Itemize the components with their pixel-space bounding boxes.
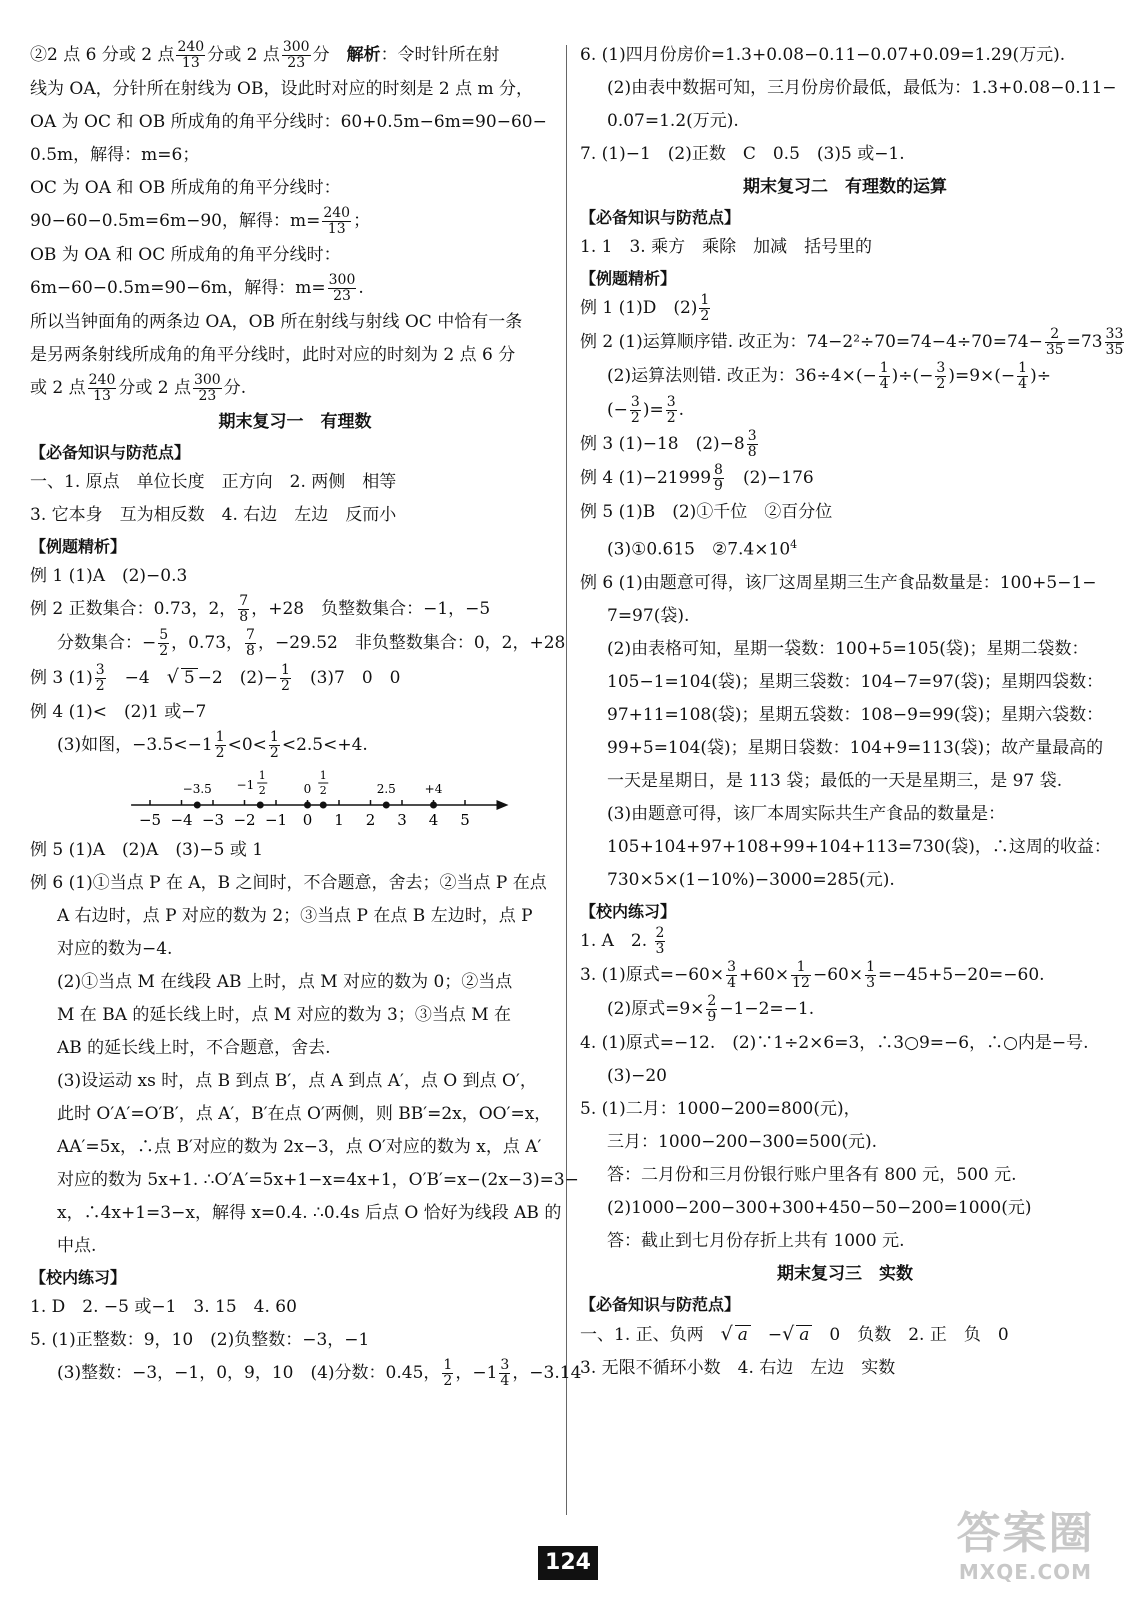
fraction: $\frac{3}{2}$ xyxy=(936,360,946,392)
point-marker xyxy=(257,802,264,809)
section-title: 期末复习二 有理数的运算 xyxy=(743,177,947,197)
tick-label: −2 xyxy=(233,811,256,829)
text-line: ②2 点 6 分或 2 点 $\frac{240}{13}$ 分或 2 点 $\frac{300}{23}$ 分 解析：令时针所在射 xyxy=(30,39,500,71)
text-line: 0.5m，解得：m=6； xyxy=(30,145,200,165)
text-line: A 右边时，点 P 对应的数为 2；③当点 P 在点 B 左边时，点 P xyxy=(57,906,533,926)
text-line: (3)−20 xyxy=(607,1065,667,1086)
text-line: 例 3 (1)−18 (2)−8 $\frac{3}{8}$ xyxy=(580,428,757,460)
section-heading: 【例题精析】 xyxy=(30,537,127,556)
fraction: $\frac{3}{4}$ xyxy=(727,958,736,991)
text-line: (3)设运动 xs 时，点 B 到点 B′，点 A 到点 A′，点 O 到点 O′， xyxy=(57,1071,537,1091)
fraction: $\frac{1}{4}$ xyxy=(1018,360,1028,392)
fraction-numerator: 1 xyxy=(258,769,266,782)
point-label: 0 xyxy=(303,782,312,796)
section-heading: 【必备知识与防范点】 xyxy=(580,208,741,227)
page-number: 124 xyxy=(538,1546,598,1580)
tick-label: 3 xyxy=(397,811,407,829)
section-heading: 【必备知识与防范点】 xyxy=(580,1294,741,1314)
tick-label: 4 xyxy=(428,811,439,829)
fraction: $\frac{2}{3}$ xyxy=(655,924,665,957)
text-line: OB 为 OA 和 OC 所成角的角平分线时： xyxy=(30,245,341,265)
text-line: 所以当钟面角的两条边 OA，OB 所在射线与射线 OC 中恰有一条 xyxy=(30,312,523,332)
text-line: 是另两条射线所成角的角平分线时，此时对应的时刻为 2 点 6 分 xyxy=(30,345,516,365)
text-line: 99+5=104(袋)；星期日袋数：104+9=113(袋)；故产量最高的 xyxy=(607,737,1104,758)
text-line: (2)运算法则错. 改正为：36÷4×(− $\frac{1}{4}$ )÷(− $\frac{3}{2}$ )=9×(− $\frac{1}{4}$ )÷ xyxy=(607,360,1051,392)
fraction: $\frac{240}{13}$ xyxy=(88,372,116,404)
text-line: OC 为 OA 和 OB 所成角的角平分线时： xyxy=(30,178,341,198)
text-line: 例 5 (1)B (2)①千位 ②百分位 xyxy=(580,502,833,522)
text-line: 3. 无限不循环小数 4. 右边 左边 实数 xyxy=(580,1357,896,1378)
section-heading: 【校内练习】 xyxy=(30,1268,127,1287)
fraction: $\frac{1}{2}$ xyxy=(269,729,279,761)
fraction: $\frac{1}{3}$ xyxy=(866,958,875,991)
text-line: 一、1. 原点 单位长度 正方向 2. 两侧 相等 xyxy=(30,472,397,492)
fraction: $\frac{7}{8}$ xyxy=(239,593,249,625)
text-line: (2)由表中数据可知，三月份房价最低，最低为：1.3+0.08−0.11− xyxy=(607,78,1117,98)
text-line: 1. D 2. −5 或−1 3. 15 4. 60 xyxy=(30,1297,297,1317)
text-line: 例 6 (1)由题意可得，该厂这周星期三生产食品数量是：100+5−1− xyxy=(580,572,1097,593)
tick-label: 5 xyxy=(460,811,470,829)
fraction: $\frac{300}{23}$ xyxy=(193,372,221,404)
text-line: AA′=5x，∴点 B′对应的数为 2x−3，点 O′对应的数为 x，点 A′ xyxy=(57,1137,542,1157)
text-line: 1. 1 3. 乘方 乘除 加减 括号里的 xyxy=(580,237,873,257)
text-line: 一、1. 正、负两 √ a −√ a 0 负数 2. 正 负 0 xyxy=(580,1322,1009,1345)
watermark-logo xyxy=(918,1508,1133,1596)
fraction: $\frac{2}{35}$ xyxy=(1045,326,1064,358)
text-line: (3)如图，−3.5<−1 $\frac{1}{2}$ <0< $\frac{1}{2}$ <2.5<+4. xyxy=(57,729,368,761)
fraction: $\frac{2}{9}$ xyxy=(707,992,717,1025)
point-marker xyxy=(430,802,437,809)
text-line: 4. (1)原式=−12. (2)∵1÷2×6=3，∴3○9=−6，∴○内是−号. xyxy=(580,1032,1089,1053)
text-line: 0.07=1.2(万元). xyxy=(607,111,739,131)
text-line: 分数集合：− $\frac{5}{2}$ ，0.73， $\frac{7}{8}$ ，−29.52 非负整数集合：0，2，+28 xyxy=(57,627,566,659)
fraction: $\frac{1}{2}$ xyxy=(700,292,710,324)
text-line: 例 4 (1)−21999 $\frac{8}{9}$ (2)−176 xyxy=(580,462,814,494)
section-title: 期末复习三 实数 xyxy=(777,1263,913,1284)
point-marker xyxy=(304,802,311,809)
fraction: $\frac{8}{9}$ xyxy=(714,462,723,494)
text-line: 6m−60−0.5m=90−6m，解得：m= $\frac{300}{23}$ . xyxy=(30,272,364,304)
tick-label: 1 xyxy=(334,811,344,829)
text-line: 例 2 (1)运算顺序错. 改正为：74−2²÷70=74−4÷70=74− $\frac{2}{35}$ =73 $\frac{33}{35}$ xyxy=(580,326,1124,358)
text-line: 例 1 (1)A (2)−0.3 xyxy=(30,566,188,586)
tick-label: 0 xyxy=(302,811,313,829)
column-divider xyxy=(566,45,567,1515)
text-line: x，∴4x+1=3−x，解得 x=0.4. ∴0.4s 后点 O 恰好为线段 AB 的 xyxy=(57,1203,562,1223)
text-line: (2)1000−200−300+300+450−50−200=1000(元) xyxy=(607,1197,1032,1218)
sqrt-symbol: √ xyxy=(720,1322,733,1345)
fraction: $\frac{33}{35}$ xyxy=(1105,326,1124,358)
text-line: 7=97(袋). xyxy=(607,605,690,626)
text-line: 例 4 (1)< (2)1 或−7 xyxy=(30,702,207,722)
tick-label: −4 xyxy=(170,811,193,829)
fraction: $\frac{300}{23}$ xyxy=(282,39,310,71)
text-line: (3)①0.615 $②7.4\times 10^4$ xyxy=(607,538,798,560)
text-line: 105−1=104(袋)；星期三袋数：104−7=97(袋)；星期四袋数： xyxy=(607,671,1104,692)
tick-label: −1 xyxy=(264,811,288,829)
section-title: 期末复习一 有理数 xyxy=(218,412,372,432)
fraction: $\frac{1}{4}$ xyxy=(879,360,889,392)
fraction: $\frac{3}{2}$ xyxy=(666,394,676,426)
fraction: $\frac{1}{2}$ xyxy=(215,729,225,761)
text-line: 或 2 点 $\frac{240}{13}$ 分或 2 点 $\frac{300}{23}$ 分. xyxy=(30,372,247,404)
text-line: 例 5 (1)A (2)A (3)−5 或 1 xyxy=(30,840,264,860)
point-label: 2.5 xyxy=(376,782,396,796)
tick-label: −5 xyxy=(138,811,162,829)
fraction: $\frac{7}{8}$ xyxy=(246,627,255,659)
text-line: 一天是星期日，是 113 袋；最低的一天是星期三，是 97 袋. xyxy=(607,770,1063,791)
text-line: 5. (1)正整数：9，10 (2)负整数：−3，−1 xyxy=(30,1330,370,1350)
sqrt-symbol: √ xyxy=(166,666,179,688)
point-label: +4 xyxy=(424,782,443,796)
fraction: $\frac{1}{2}$ xyxy=(443,1357,453,1389)
text-line: 三月：1000−200−300=500(元). xyxy=(607,1131,878,1152)
sqrt-symbol: √ xyxy=(782,1322,795,1345)
fraction: $\frac{300}{23}$ xyxy=(328,272,356,304)
point-marker xyxy=(194,802,201,809)
text-line: 例 1 (1)D (2) $\frac{1}{2}$ xyxy=(580,292,710,324)
text-line: (2)由表格可知，星期一袋数：100+5=105(袋)；星期二袋数： xyxy=(607,638,1089,659)
text-line: 对应的数为−4. xyxy=(57,939,173,959)
text-line: 3. (1)原式=−60× $\frac{3}{4}$ +60× $\frac{1}{12}$ −60× $\frac{1}{3}$ =−45+5−20=−60. xyxy=(580,958,1045,991)
text-line: 90−60−0.5m=6m−90，解得：m= $\frac{240}{13}$ ； xyxy=(30,205,371,237)
text-line: (3)由题意可得，该厂本周实际共生产食品的数量是： xyxy=(607,803,1006,824)
point-label: −3.5 xyxy=(182,782,212,796)
text-line: 答：截止到七月份存折上共有 1000 元. xyxy=(607,1230,905,1251)
text-line: 6. (1)四月份房价=1.3+0.08−0.11−0.07+0.09=1.29(万元). xyxy=(580,45,1066,65)
fraction: $\frac{3}{8}$ xyxy=(747,428,757,460)
tick-label: 2 xyxy=(365,811,376,829)
text-line: 中点. xyxy=(57,1236,97,1256)
section-heading: 【校内练习】 xyxy=(580,901,677,921)
section-heading: 【必备知识与防范点】 xyxy=(30,443,191,462)
text-line: 3. 它本身 互为相反数 4. 右边 左边 反而小 xyxy=(30,505,397,525)
left-column xyxy=(30,39,582,1392)
text-line: 线为 OA，分针所在射线为 OB，设此时对应的时刻是 2 点 m 分， xyxy=(30,79,534,99)
fraction: $\frac{240}{13}$ xyxy=(323,205,351,237)
fraction: $\frac{3}{4}$ xyxy=(500,1357,510,1389)
text-line: M 在 BA 的延长线上时，点 M 对应的数为 3；③当点 M 在 xyxy=(57,1005,512,1025)
text-line: 例 6 (1)①当点 P 在 A，B 之间时，不合题意，舍去；②当点 P 在点 xyxy=(30,873,547,893)
point-label: −1 xyxy=(236,778,255,792)
text-line: 105+104+97+108+99+104+113=730(袋)，∴这周的收益： xyxy=(607,836,1111,857)
fraction: $\frac{1}{2}$ xyxy=(281,662,290,694)
point-marker xyxy=(320,802,327,809)
fraction-denominator: 2 xyxy=(319,784,327,797)
text-line: 5. (1)二月：1000−200=800(元)， xyxy=(580,1098,861,1119)
text-line: 97+11=108(袋)；星期五袋数：108−9=99(袋)；星期六袋数： xyxy=(607,704,1104,725)
number-line-figure xyxy=(30,765,560,835)
fraction: $\frac{240}{13}$ xyxy=(177,39,205,71)
section-heading: 【例题精析】 xyxy=(580,269,677,288)
fraction-numerator: 1 xyxy=(319,769,327,782)
text-line: (2)①当点 M 在线段 AB 上时，点 M 对应的数为 0；②当点 xyxy=(57,972,513,992)
fraction-denominator: 2 xyxy=(258,784,266,797)
axis-arrow xyxy=(497,800,509,810)
text-line: OA 为 OC 和 OB 所成角的角平分线时：60+0.5m−6m=90−60− xyxy=(30,112,547,132)
right-column xyxy=(580,40,1124,1386)
point-marker xyxy=(383,802,390,809)
text-line: 对应的数为 5x+1. ∴O′A′=5x+1−x=4x+1，O′B′=x−(2x−3)=3− xyxy=(57,1170,579,1190)
number-line-svg xyxy=(30,765,560,835)
text-line: 例 3 (1) $\frac{3}{2}$ −4 √ 5 −2 (2)− $\frac{1}{2}$ (3)7 0 0 xyxy=(30,662,401,694)
text-line: (2)原式=9× $\frac{2}{9}$ −1−2=−1. xyxy=(607,992,815,1025)
tick-label: −3 xyxy=(201,811,225,829)
text-line: 例 2 正数集合：0.73，2， $\frac{7}{8}$ ，+28 负整数集合：−1，−5 xyxy=(30,593,491,625)
text-line: 730×5×(1−10%)−3000=285(元). xyxy=(607,869,895,890)
text-line: 此时 O′A′=O′B′，点 A′，B′在点 O′两侧，则 BB′=2x，OO′=x， xyxy=(57,1104,552,1124)
watermark-text: 答案圈 xyxy=(956,1508,1095,1559)
fraction: $\frac{3}{2}$ xyxy=(630,394,640,426)
text-line: 1. A 2. $\frac{2}{3}$ xyxy=(580,924,665,957)
text-line: 答：二月份和三月份银行账户里各有 800 元，500 元. xyxy=(607,1164,1017,1185)
fraction: $\frac{3}{2}$ xyxy=(95,662,105,694)
text-line: (3)整数：−3，−1，0，9，10 (4)分数：0.45， $\frac{1}{2}$ ，−1 $\frac{3}{4}$ ，−3.14 xyxy=(57,1357,582,1389)
text-line: 7. (1)−1 (2)正数 C 0.5 (3)5 或−1. xyxy=(580,144,905,164)
text-line: AB 的延长线上时，不合题意，舍去. xyxy=(57,1038,331,1058)
fraction: $\frac{5}{2}$ xyxy=(159,627,169,659)
watermark-url: MXQE.COM xyxy=(958,1560,1093,1584)
fraction: $\frac{1}{12}$ xyxy=(792,958,810,991)
text-line: (− $\frac{3}{2}$ )= $\frac{3}{2}$ . xyxy=(607,394,685,426)
